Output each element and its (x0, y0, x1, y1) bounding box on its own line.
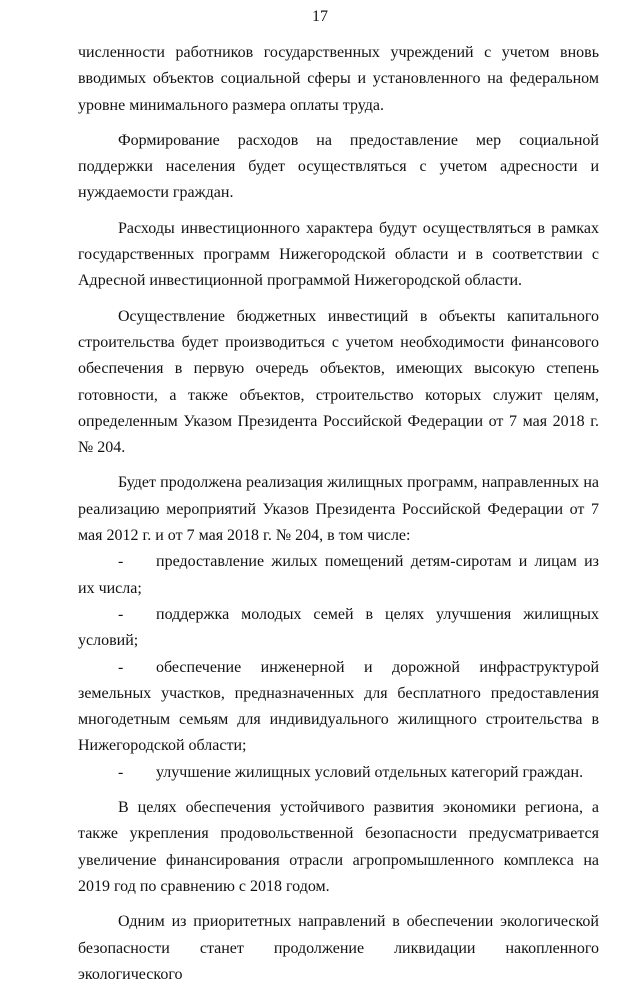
paragraph-continued: численности работников государственных учреждений с учетом вновь вводимых объектов социальной сферы и установленного на федеральном уровне минимального размера оплаты труда. (78, 44, 599, 114)
list-item (78, 549, 599, 602)
list-item-text: улучшение жилищных условий отдельных категорий граждан. (156, 763, 584, 781)
paragraph-social-support: Формирование расходов на предоставление мер социальной поддержки населения будет осуществляться с учетом адресности и нуждаемости граждан. (78, 131, 599, 202)
list-item (78, 602, 599, 655)
document-body (78, 40, 599, 988)
list-item-text: поддержка молодых семей в целях улучшения жилищных условий; (78, 605, 599, 650)
list-item (78, 655, 599, 760)
housing-programs-list (78, 549, 599, 786)
list-item-text: предоставление жилых помещений детям-сиротам и лицам из их числа; (78, 553, 599, 597)
paragraph-budget-investments: Осуществление бюджетных инвестиций в объекты капитального строительства будет производиться с учетом необходимости финансового обеспечения в первую очередь объектов, имеющих высокую степень готовности, а также объектов, строительство которых служит целям, определенным Указом Президента Российской Федерации от 7 мая 2018 г. № 204. (78, 307, 599, 457)
paragraph-housing-programs: Будет продолжена реализация жилищных программ, направленных на реализацию мероприятий Указов Президента Российской Федерации от 7 мая 2012 г. и от 7 мая 2018 г. № 204, в том числе: (78, 474, 599, 545)
paragraph-ecology: Одним из приоритетных направлений в обеспечении экологической безопасности станет продолжение ликвидации накопленного экологического (78, 913, 599, 983)
list-bullet: - (118, 553, 124, 571)
list-bullet: - (118, 658, 124, 676)
list-bullet: - (118, 605, 124, 623)
paragraph-investment-expenses: Расходы инвестиционного характера будут осуществляться в рамках государственных программ Нижегородской области и в соответствии с Адресной инвестиционной программой Нижегородской области. (78, 219, 599, 290)
list-item (78, 760, 599, 786)
list-bullet: - (118, 763, 124, 781)
list-item-text: обеспечение инженерной и дорожной инфраструктурой земельных участков, предназначенных для бесплатного предоставления многодетным семьям для индивидуального жилищного строительства в Нижегородской области; (78, 658, 599, 755)
paragraph-agriculture: В целях обеспечения устойчивого развития экономики региона, а также укрепления продовольственной безопасности предусматривается увеличение финансирования отрасли агропромышленного комплекса на 2019 год по сравнению с 2018 годом. (78, 799, 599, 895)
page-number: 17 (312, 8, 328, 25)
